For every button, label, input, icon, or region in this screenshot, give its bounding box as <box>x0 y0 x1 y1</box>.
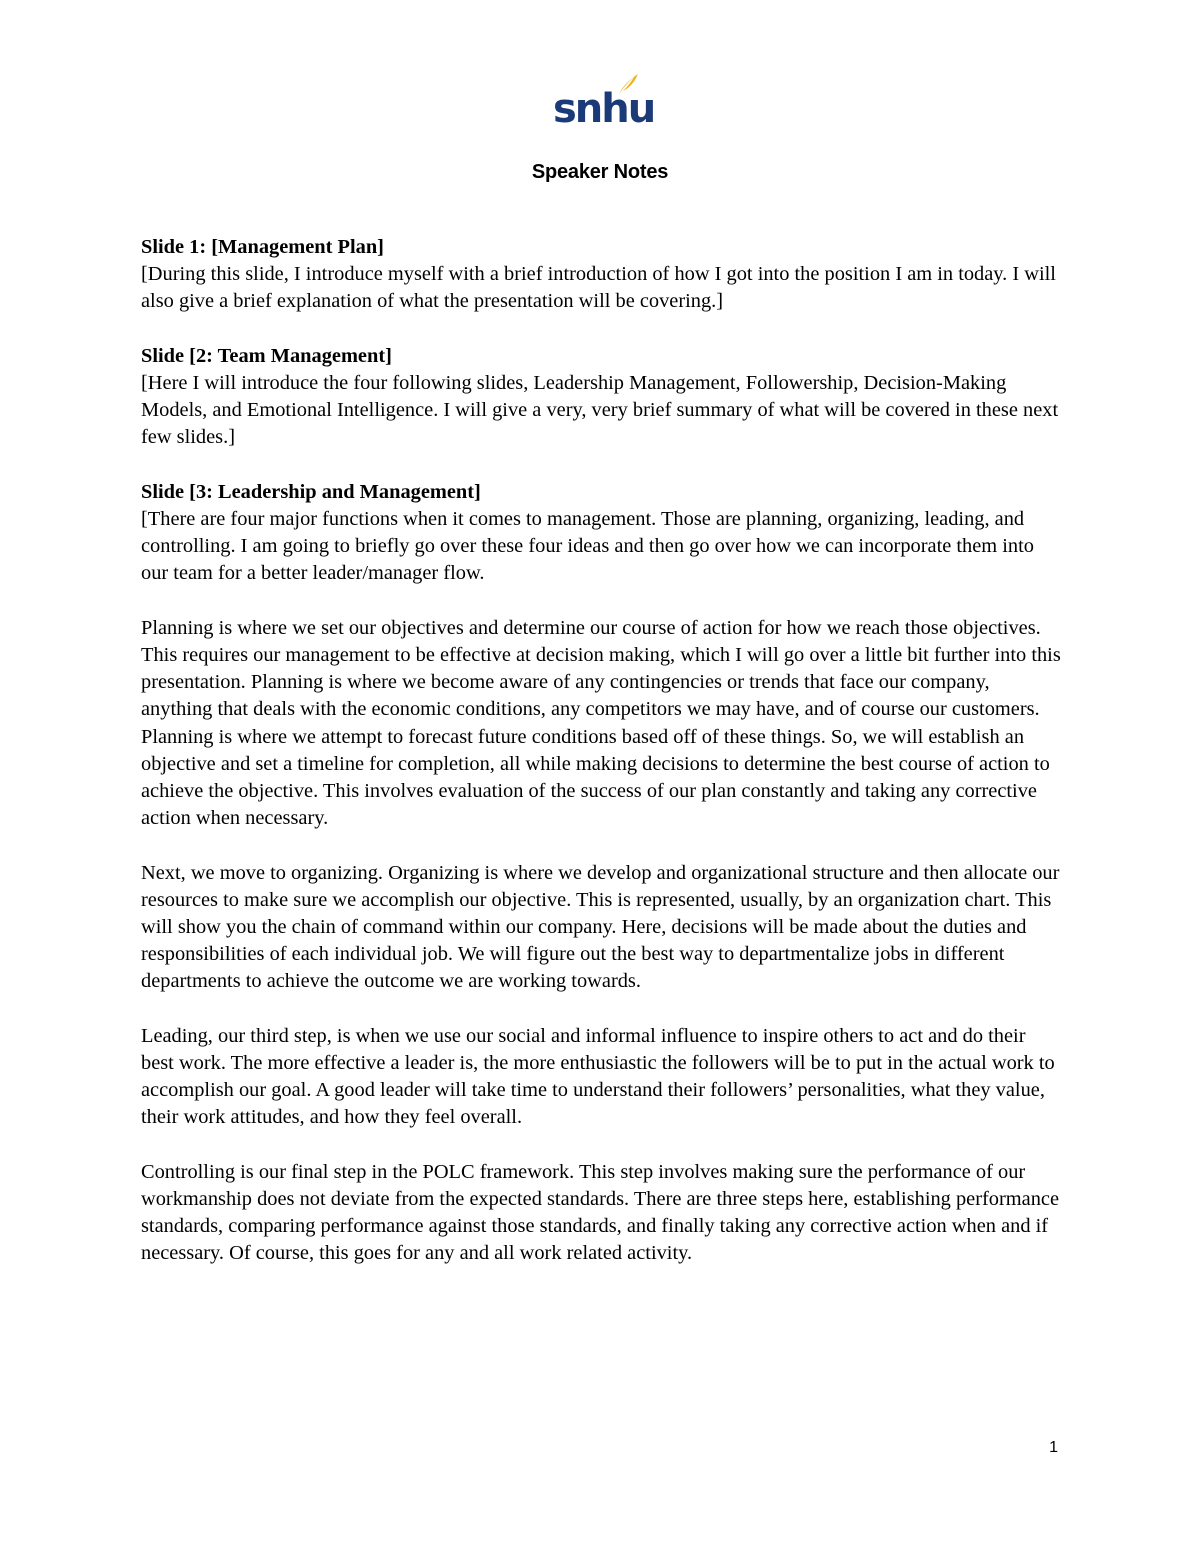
slide-heading: Slide [2: Team Management] <box>141 344 392 367</box>
planning-paragraph-block <box>141 615 1061 833</box>
slide-section-1 <box>141 234 1061 316</box>
paragraph: [Here I will introduce the four following slides, Leadership Management, Followership, Decision-Making Models, and Emotional Intelligence. I will give a very, very brief summary of what will be covered in these next few slides.] <box>141 372 1059 449</box>
slide-section-2 <box>141 343 1061 452</box>
snhu-logo <box>553 72 655 136</box>
controlling-paragraph-block <box>141 1159 1061 1268</box>
paragraph: Controlling is our final step in the POLC framework. This step involves making sure the performance of our workmanship does not deviate from the expected standards. There are three steps here, establishing performance standards, comparing performance against those standards, and finally taking any corrective action when and if necessary. Of course, this goes for any and all work related activity. <box>141 1160 1059 1265</box>
page-number: 1 <box>1049 1439 1058 1456</box>
slide-section-3 <box>141 479 1061 588</box>
paragraph: Leading, our third step, is when we use our social and informal influence to inspire others to act and do their best work. The more effective a leader is, the more enthusiastic the followers will be to put in the actual work to accomplish our goal. A good leader will take time to understand their followers’ personalities, what they value, their work attitudes, and how they feel overall. <box>141 1024 1055 1129</box>
paragraph: Planning is where we set our objectives and determine our course of action for how we reach those objectives. This requires our management to be effective at decision making, which I will go over a little bit further into this presentation. Planning is where we become aware of any contingencies or trends that face our company, anything that deals with the economic conditions, any competitors we may have, and of course our customers. Planning is where we attempt to forecast future conditions based off of these things. So, we will establish an objective and set a timeline for completion, all while making decisions to determine the best course of action to achieve the objective. This involves evaluation of the success of our plan constantly and taking any corrective action when necessary. <box>141 616 1061 830</box>
logo-wordmark: snhu <box>553 86 655 132</box>
paragraph: [During this slide, I introduce myself with a brief introduction of how I got into the position I am in today. I will also give a brief explanation of what the presentation will be covering.] <box>141 263 1056 313</box>
organizing-paragraph-block <box>141 860 1061 996</box>
paragraph: [There are four major functions when it comes to management. Those are planning, organizing, leading, and controlling. I am going to briefly go over these four ideas and then go over how we can incorporate them into our team for a better leader/manager flow. <box>141 508 1034 585</box>
paragraph: Next, we move to organizing. Organizing is where we develop and organizational structure and then allocate our resources to make sure we accomplish our objective. This is represented, usually, by an organization chart. This will show you the chain of command within our company. Here, decisions will be made about the duties and responsibilities of each individual job. We will figure out the best way to departmentalize jobs in different departments to achieve the outcome we are working towards. <box>141 861 1060 993</box>
slide-heading: Slide [3: Leadership and Management] <box>141 480 481 503</box>
page-title: Speaker Notes <box>531 161 669 183</box>
leading-paragraph-block <box>141 1023 1061 1132</box>
notes-body <box>141 234 1061 1295</box>
slide-heading: Slide 1: [Management Plan] <box>141 236 384 258</box>
